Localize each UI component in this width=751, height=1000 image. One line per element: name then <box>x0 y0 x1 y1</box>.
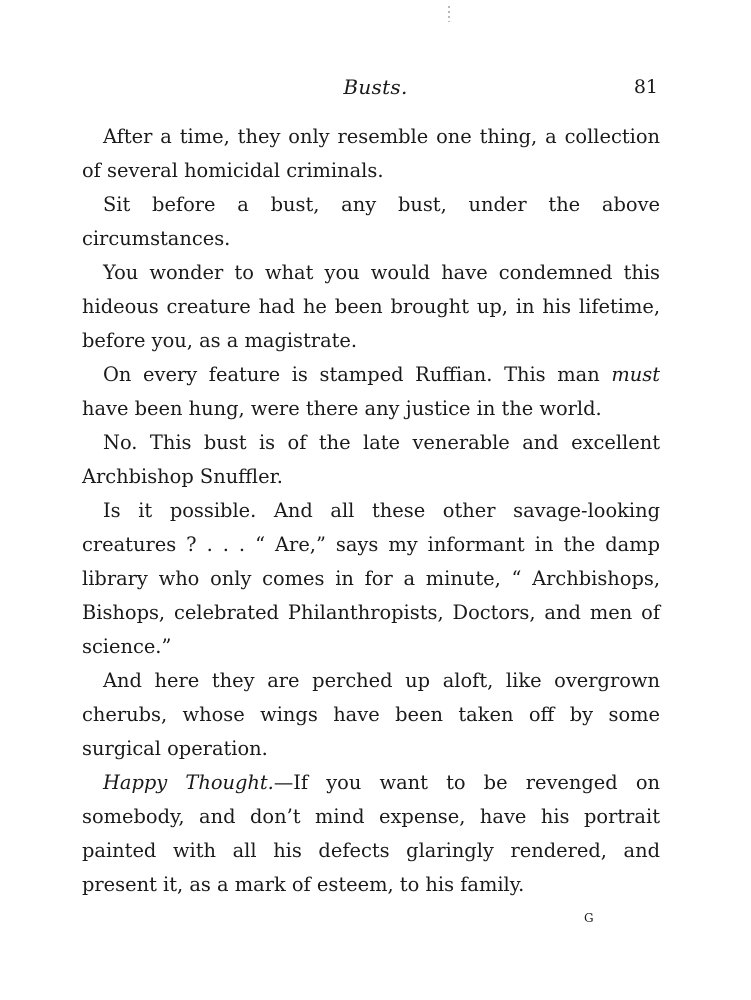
paragraph: And here they are perched up aloft, like overgrown cherubs, whose wings have been taken off by some surgical operation. <box>82 669 660 760</box>
emphasis: Happy Thought. <box>103 771 274 794</box>
running-title: Busts. <box>343 75 408 99</box>
paragraph: After a time, they only resemble one thing, a collection of several homicidal criminals. <box>82 125 660 182</box>
body-text <box>82 120 660 902</box>
emphasis: must <box>611 363 660 386</box>
running-head <box>0 70 751 104</box>
paragraph: No. This bust is of the late venerable and excellent Archbishop Snuffler. <box>82 431 660 488</box>
scan-speck <box>448 6 450 22</box>
paragraph: Happy Thought.—If you want to be revenged on somebody, and don’t mind expense, have his portrait painted with all his defects glaringly rendered, and present it, as a mark of esteem, to his family. <box>82 771 660 896</box>
signature-mark: G <box>584 911 594 925</box>
paragraph: Sit before a bust, any bust, under the above circumstances. <box>82 193 660 250</box>
paragraph: On every feature is stamped Ruffian. This man must have been hung, were there any justice in the world. <box>82 363 660 420</box>
paragraph: You wonder to what you would have condemned this hideous creature had he been brought up, in his lifetime, before you, as a magistrate. <box>82 261 660 352</box>
page-number: 81 <box>633 76 658 98</box>
paragraph: Is it possible. And all these other savage-looking creatures ? . . . “ Are,” says my informant in the damp library who only comes in for a minute, “ Archbishops, Bishops, celebrated Philanthropists, Doctors, and men of science.” <box>82 499 660 658</box>
